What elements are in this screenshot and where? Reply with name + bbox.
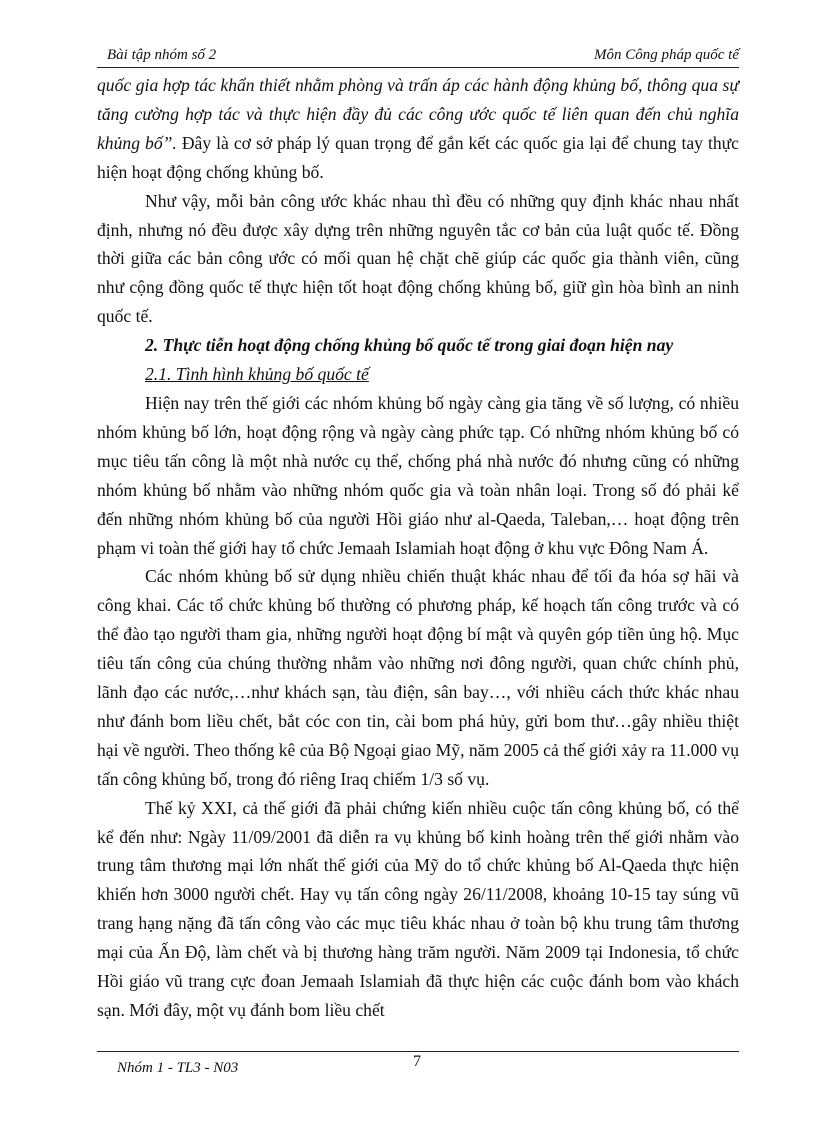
section-heading: 2. Thực tiễn hoạt động chống khủng bố quốc tế trong giai đoạn hiện nay	[145, 335, 674, 356]
paragraph-conventions: Như vậy, mỗi bản công ước khác nhau thì đều có những quy định khác nhau nhất định, nhưng nó đều được xây dựng trên những nguyên tắc cơ bản của luật quốc tế. Đồng thời giữa các bản công ước có mối quan hệ chặt chẽ giúp các quốc gia thành viên, cũng như cộng đồng quốc tế thực hiện tốt hoạt động chống khủng bố, giữ gìn hòa bình an ninh quốc tế.	[97, 190, 739, 327]
subsection-heading: 2.1. Tình hình khủng bố quốc tế	[145, 364, 369, 385]
page-header	[97, 45, 739, 68]
paragraph-tactics: Các nhóm khủng bố sử dụng nhiều chiến thuật khác nhau để tối đa hóa sợ hãi và công khai. Các tổ chức khủng bố thường có phương pháp, kế hoạch tấn công trước và có thể đào tạo người tham gia, những người hoạt động bí mật và quyên góp tiền ủng hộ. Mục tiêu tấn công của chúng thường nhằm vào những nơi đông người, quan chức chính phủ, lãnh đạo các nước,…như khách sạn, tàu điện, sân bay…, với nhiều cách thức khác nhau như đánh bom liều chết, bắt cóc con tin, cài bom phá hủy, gửi bom thư…gây nhiều thiệt hại về người. Theo thống kê của Bộ Ngoại giao Mỹ, năm 2005 cả thế giới xảy ra 11.000 vụ tấn công khủng bố, trong đó riêng Iraq chiếm 1/3 số vụ.	[97, 566, 739, 789]
paragraph-intro-rest: Đây là cơ sở pháp lý quan trọng để gắn kết các quốc gia lại để chung tay thực hiện hoạt động chống khủng bố.	[97, 132, 739, 182]
header-course-title: Bài tập nhóm số 2	[107, 47, 217, 63]
footer-group-label: Nhóm 1 - TL3 - N03	[117, 1060, 239, 1076]
paragraph-intro	[97, 71, 739, 187]
quote-italic: quốc gia hợp tác khẩn thiết nhằm phòng và trấn áp các hành động khủng bố, thông qua sự tăng cường hợp tác và thực hiện đầy đủ các công ước quốc tế liên quan đến chủ nghĩa khủng bố”.	[97, 75, 739, 153]
page-footer	[97, 1051, 739, 1082]
page-number: 7	[413, 1053, 421, 1070]
header-subject: Môn Công pháp quốc tế	[594, 47, 739, 63]
paragraph-21st-century: Thế kỷ XXI, cả thế giới đã phải chứng kiến nhiều cuộc tấn công khủng bố, có thể kể đến như: Ngày 11/09/2001 đã diễn ra vụ khủng bố kinh hoàng trên thế giới nhằm vào trung tâm thương mại lớn nhất thế giới của Mỹ do tổ chức khủng bố Al-Qaeda thực hiện khiến hơn 3000 người chết. Hay vụ tấn công ngày 26/11/2008, khoảng 10-15 tay súng vũ trang hạng nặng đã tấn công vào các mục tiêu khác nhau ở toàn bộ khu trung tâm thương mại của Ấn Độ, làm chết và bị thương hàng trăm người. Năm 2009 tại Indonesia, tổ chức Hồi giáo vũ trang cực đoan Jemaah Islamiah đã thực hiện các cuộc đánh bom vào khách sạn. Mới đây, một vụ đánh bom liều chết	[97, 797, 739, 1020]
paragraph-terror-groups: Hiện nay trên thế giới các nhóm khủng bố ngày càng gia tăng về số lượng, có nhiều nhóm khủng bố lớn, hoạt động rộng và ngày càng phức tạp. Có những nhóm khủng bố có mục tiêu tấn công là một nhà nước cụ thể, chống phá nhà nước đó nhưng cũng có những nhóm khủng bố nhằm vào những nhóm quốc gia và toàn nhân loại. Trong số đó phải kể đến những nhóm khủng bố của người Hồi giáo như al-Qaeda, Taleban,… hoạt động trên phạm vi toàn thế giới hay tổ chức Jemaah Islamiah hoạt động ở khu vực Đông Nam Á.	[97, 392, 739, 558]
page-body	[97, 71, 739, 1025]
